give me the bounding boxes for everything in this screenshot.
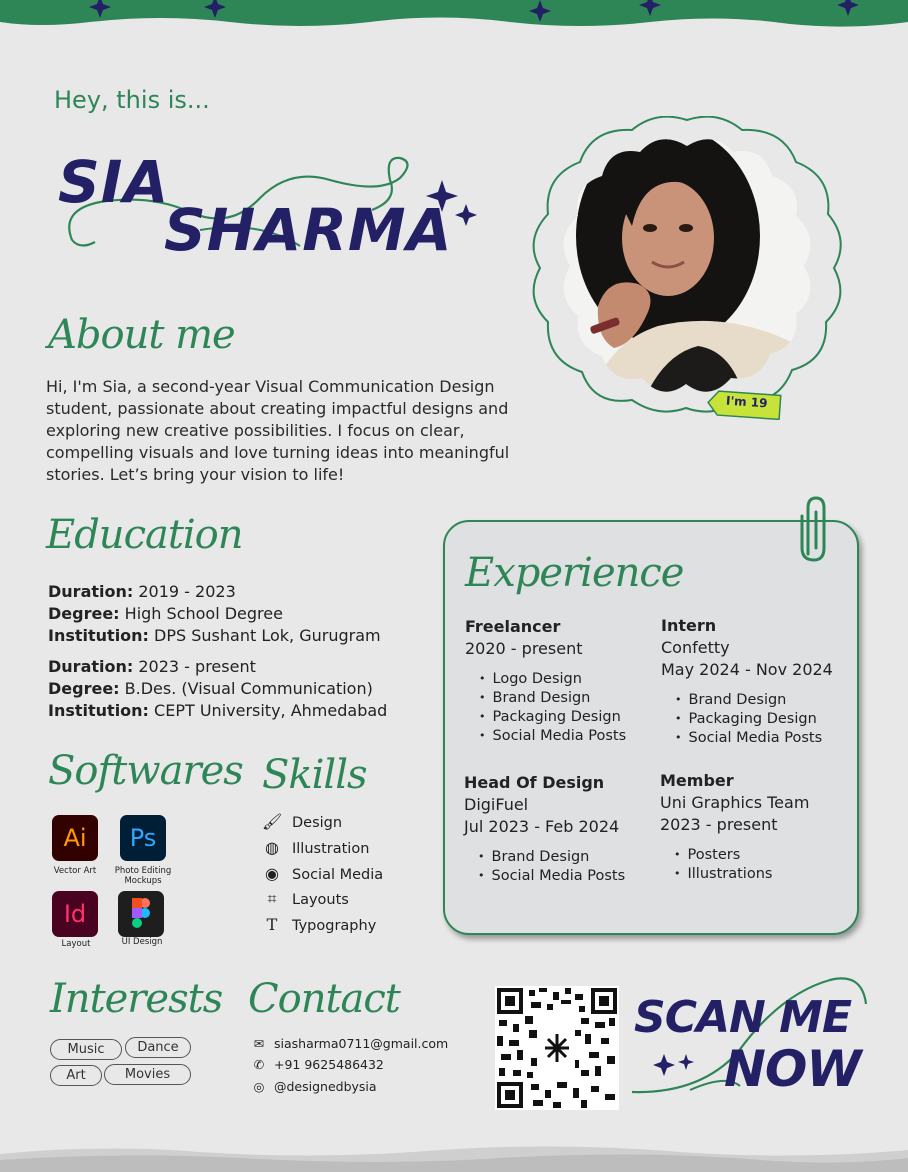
contact-email — [250, 1035, 448, 1053]
type-icon: T — [266, 915, 278, 934]
skill-label: Typography — [292, 918, 377, 934]
institution-value: DPS Sushant Lok, Gurugram — [154, 626, 381, 645]
contact-phone — [250, 1056, 384, 1074]
photoshop-icon: Ps — [120, 815, 166, 861]
job-role: Head Of Design — [464, 773, 605, 792]
duration-label: Duration: — [48, 657, 134, 676]
bottom-torn-edge — [0, 1140, 908, 1172]
instagram-icon: ◎ — [253, 1079, 265, 1094]
list-item: • Packaging Design — [675, 710, 851, 729]
education-title: Education — [46, 512, 243, 558]
software-label: UI Design — [121, 937, 163, 947]
institution-value: CEPT University, Ahmedabad — [154, 701, 388, 720]
degree-label: Degree: — [48, 679, 120, 698]
scan-now-text: NOW — [724, 1040, 861, 1098]
figma-logo — [118, 891, 164, 937]
illustrator-icon: Ai — [52, 815, 98, 861]
job-org: Confetty — [661, 638, 730, 657]
interests-title: Interests — [50, 976, 223, 1022]
job-tasks — [661, 691, 851, 748]
last-name: SHARMA — [164, 196, 453, 264]
experience-intern — [661, 615, 851, 748]
softwares-title: Softwares — [48, 748, 243, 794]
duration-value: 2023 - present — [138, 657, 256, 676]
skills-title: Skills — [262, 752, 367, 798]
skill-label: Layouts — [292, 892, 349, 908]
software-label: Vector Art — [53, 866, 97, 876]
contact-instagram — [250, 1078, 377, 1096]
interest-pill-dance: Dance — [125, 1037, 191, 1058]
email-value: siasharma0711@gmail.com — [274, 1036, 449, 1051]
education-entry-1 — [48, 581, 438, 647]
skill-item — [262, 915, 376, 936]
job-role: Member — [660, 771, 734, 790]
degree-value: B.Des. (Visual Communication) — [124, 679, 373, 698]
job-tasks — [465, 670, 655, 746]
mail-icon: ✉ — [253, 1036, 265, 1051]
greeting: Hey, this is... — [54, 86, 210, 114]
institution-label: Institution: — [48, 626, 149, 645]
institution-label: Institution: — [48, 701, 149, 720]
list-item: • Logo Design — [479, 670, 655, 689]
sparkle-icon — [424, 176, 484, 232]
list-item: • Brand Design — [478, 848, 654, 867]
skill-item — [262, 838, 369, 859]
about-text: Hi, I'm Sia, a second-year Visual Communication Design student, passionate about creating impactful designs and exploring new creative possibilities. I focus on clear, compelling visuals and love turning ideas into meaningful stories. Let’s bring your vision to life! — [46, 377, 510, 484]
experience-freelancer — [465, 616, 655, 746]
crop-icon: ⌗ — [267, 889, 277, 908]
list-item: • Social Media Posts — [479, 727, 655, 746]
list-item: • Brand Design — [675, 691, 851, 710]
list-item: • Social Media Posts — [675, 729, 851, 748]
palette-icon: ◍ — [265, 838, 279, 857]
experience-title: Experience — [465, 550, 684, 596]
job-period: 2020 - present — [465, 639, 583, 658]
skill-label: Illustration — [292, 841, 370, 857]
profile-photo-frame — [528, 116, 846, 416]
job-role: Intern — [661, 616, 717, 635]
sparkle-icon — [652, 1050, 698, 1080]
list-item: • Packaging Design — [479, 708, 655, 727]
phone-value: +91 9625486432 — [274, 1057, 384, 1072]
list-item: • Social Media Posts — [478, 867, 654, 886]
degree-label: Degree: — [48, 604, 120, 623]
figma-icon — [118, 891, 164, 937]
instagram-value: @designedbysia — [274, 1079, 377, 1094]
about-title: About me — [48, 312, 235, 358]
contact-title: Contact — [248, 976, 400, 1022]
list-item: • Posters — [674, 846, 850, 865]
skill-label: Design — [292, 815, 343, 831]
job-org: DigiFuel — [464, 795, 529, 814]
qr-code — [495, 986, 619, 1110]
first-name: SIA — [58, 148, 170, 216]
software-label: Photo Editing Mockups — [114, 866, 172, 886]
duration-value: 2019 - 2023 — [138, 582, 236, 601]
education-entry-2 — [48, 656, 438, 722]
scan-me-text: SCAN ME — [634, 992, 852, 1043]
top-wave-banner — [0, 0, 908, 34]
paperclip-icon — [794, 494, 834, 566]
skill-item — [262, 812, 342, 833]
brush-icon: 🖌 — [262, 812, 283, 831]
list-item: • Brand Design — [479, 689, 655, 708]
age-tag — [706, 390, 780, 416]
interest-pill-art: Art — [50, 1065, 102, 1086]
job-tasks — [464, 848, 654, 886]
skill-item — [262, 864, 383, 885]
indesign-icon: Id — [52, 891, 98, 937]
job-role: Freelancer — [465, 617, 561, 636]
phone-icon: ✆ — [253, 1057, 265, 1072]
job-period: 2023 - present — [660, 815, 778, 834]
job-tasks — [660, 846, 850, 884]
degree-value: High School Degree — [124, 604, 283, 623]
age-tag-label: I'm 19 — [725, 393, 768, 411]
experience-member — [660, 770, 850, 884]
skill-label: Social Media — [292, 867, 384, 883]
experience-head-of-design — [464, 772, 654, 886]
interest-pill-movies: Movies — [104, 1064, 191, 1085]
experience-card — [443, 520, 859, 935]
list-item: • Illustrations — [674, 865, 850, 884]
software-label: Layout — [61, 939, 91, 949]
duration-label: Duration: — [48, 582, 134, 601]
interest-pill-music: Music — [50, 1039, 122, 1060]
skill-item — [262, 889, 349, 910]
job-period: May 2024 - Nov 2024 — [661, 660, 833, 679]
job-period: Jul 2023 - Feb 2024 — [464, 817, 620, 836]
eye-icon: ◉ — [265, 864, 279, 883]
job-org: Uni Graphics Team — [660, 793, 810, 812]
